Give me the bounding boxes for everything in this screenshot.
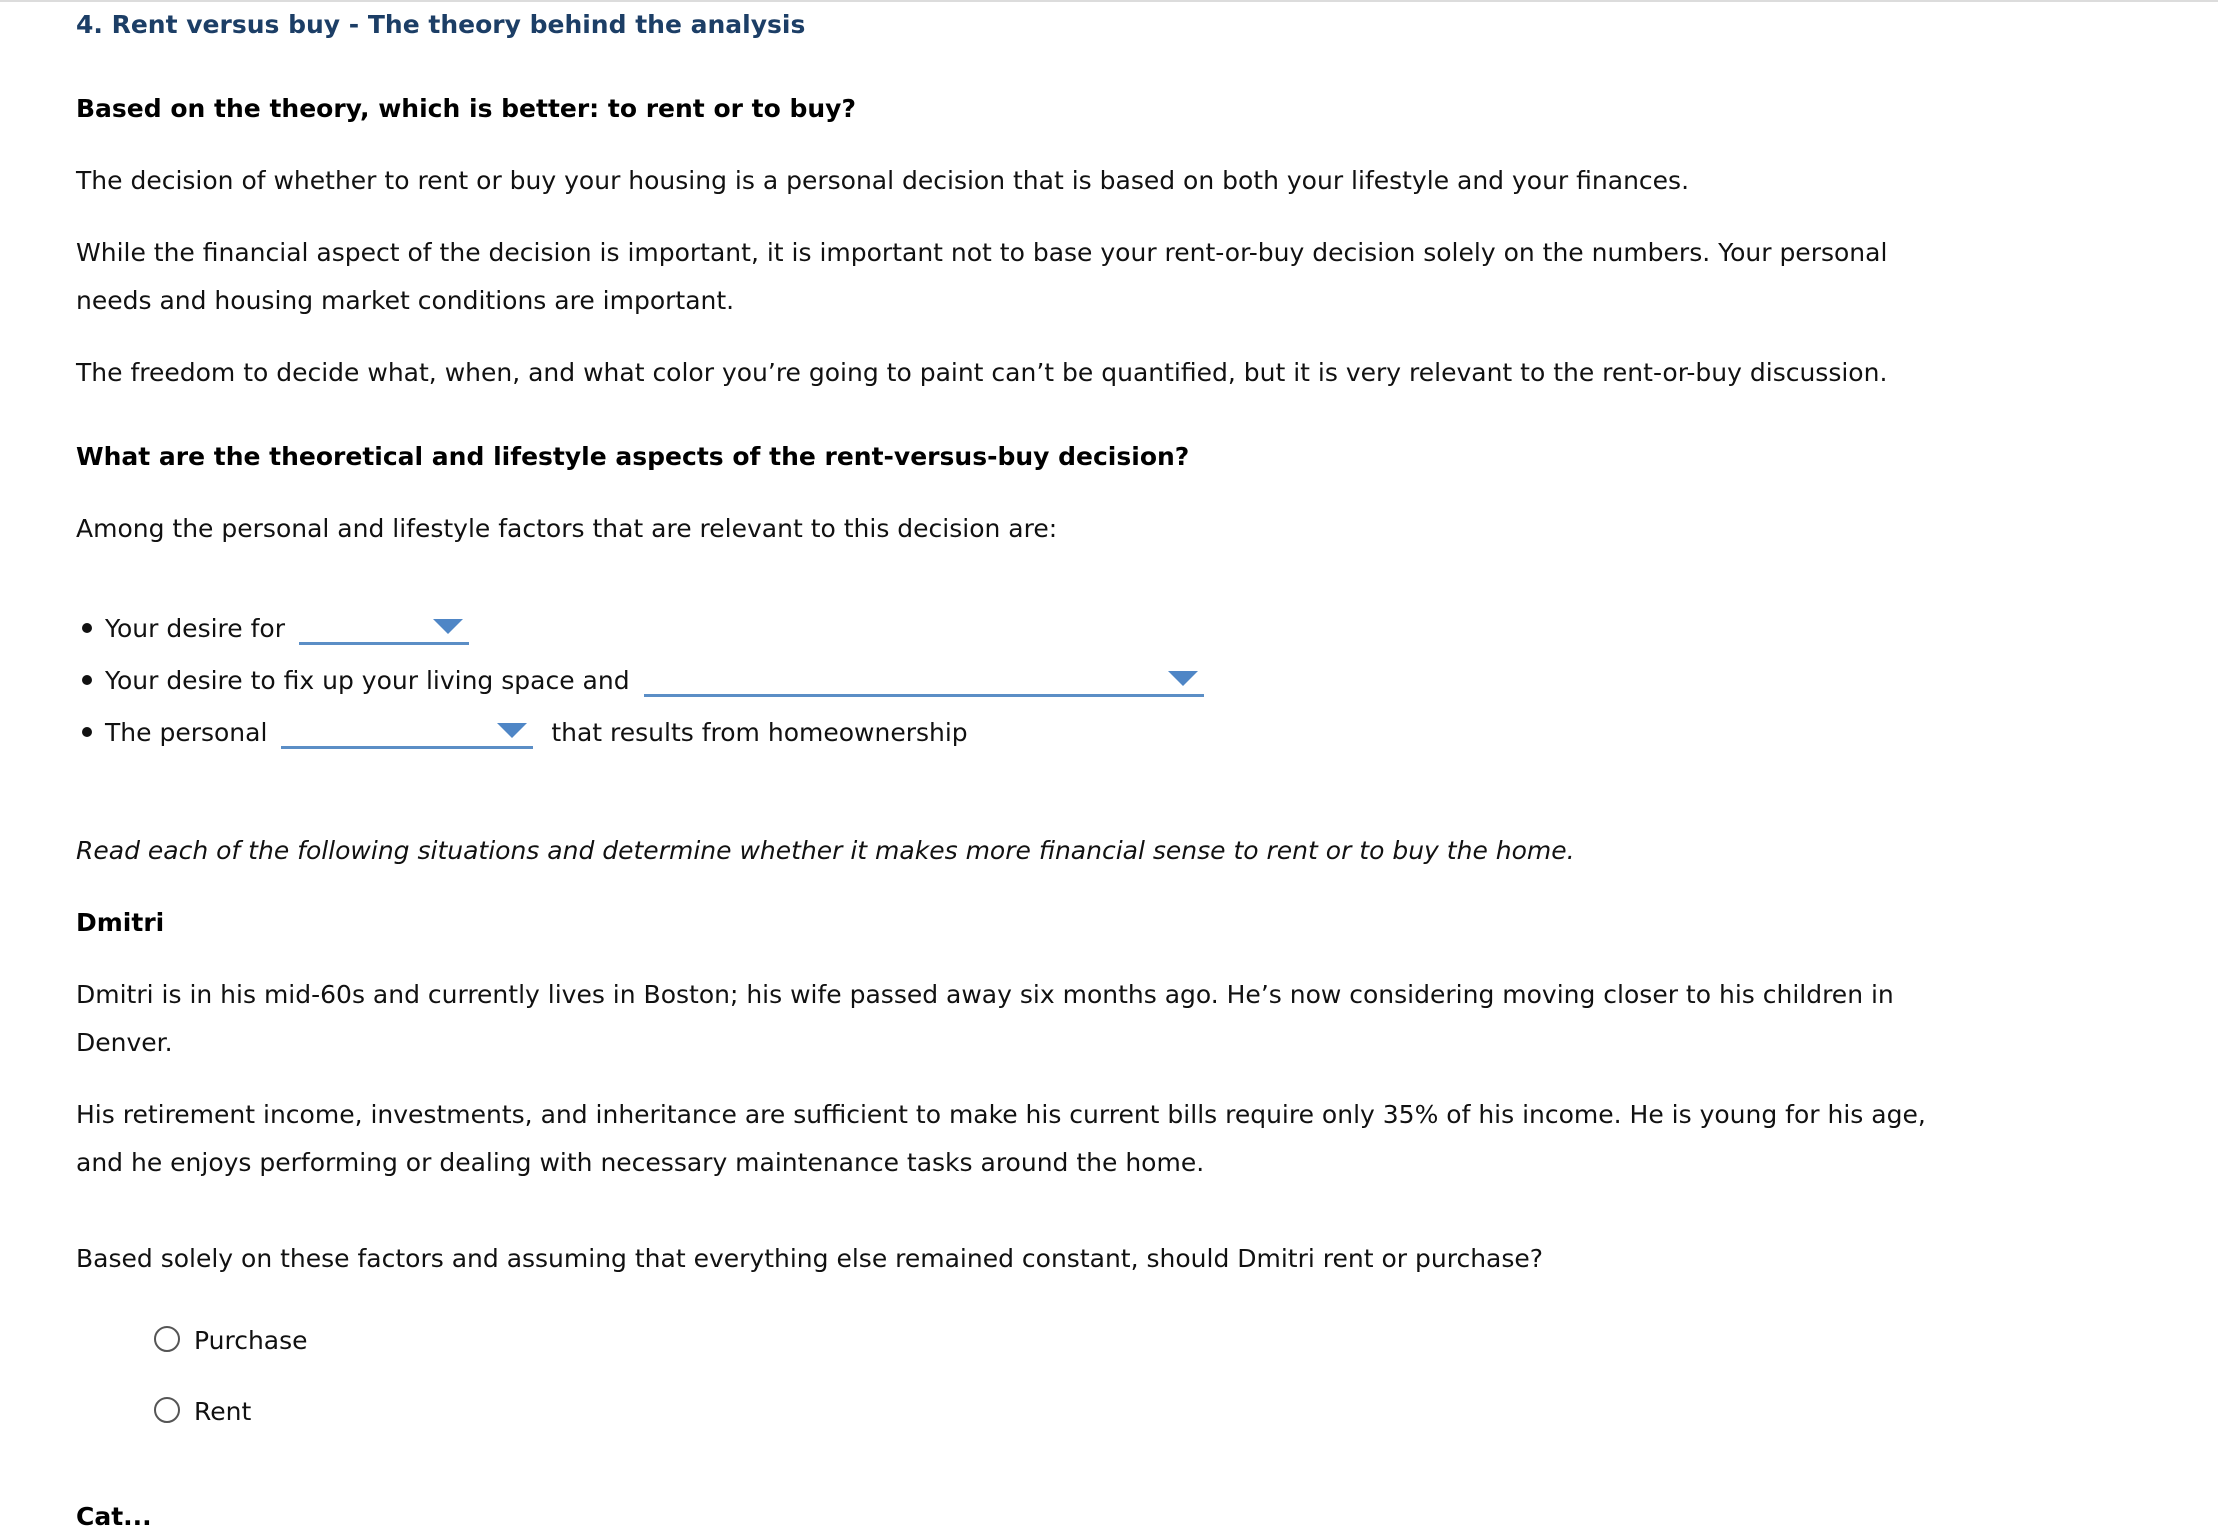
radio-option-rent[interactable] xyxy=(154,1397,251,1426)
bullet-dot xyxy=(82,675,92,685)
radio-circle[interactable] xyxy=(154,1326,180,1352)
chevron-down-icon xyxy=(1168,671,1198,686)
scenario-para1-line2: Denver. xyxy=(76,1028,173,1057)
section1-para1: The decision of whether to rent or buy your housing is a personal decision that is based on both your lifestyle and your finances. xyxy=(76,166,1690,195)
chevron-down-icon xyxy=(497,723,527,738)
section1-para2-line1: While the financial aspect of the decision is important, it is important not to base your rent-or-buy decision solely on the numbers. Your personal xyxy=(76,238,1888,267)
top-divider xyxy=(0,0,2218,2)
bullet-3-prefix: The personal xyxy=(105,718,268,747)
bullet-item-2 xyxy=(76,658,1204,698)
situation-instruction: Read each of the following situations and determine whether it makes more financial sense to rent or to buy the home. xyxy=(76,836,1575,865)
radio-label-rent: Rent xyxy=(194,1397,252,1426)
section2-heading: What are the theoretical and lifestyle aspects of the rent-versus-buy decision? xyxy=(76,442,1190,471)
radio-circle[interactable] xyxy=(154,1397,180,1423)
bullet-3-suffix: that results from homeownership xyxy=(551,718,968,747)
section1-para3: The freedom to decide what, when, and what color you’re going to paint can’t be quantified, but it is very relevant to the rent-or-buy discussion. xyxy=(76,358,1888,387)
bullet-dot xyxy=(82,727,92,737)
bullet-item-3 xyxy=(76,710,968,750)
section1-para2-line2: needs and housing market conditions are important. xyxy=(76,286,735,315)
section2-intro: Among the personal and lifestyle factors that are relevant to this decision are: xyxy=(76,514,1058,543)
radio-label-purchase: Purchase xyxy=(194,1326,308,1355)
section1-heading: Based on the theory, which is better: to rent or to buy? xyxy=(76,94,856,123)
bullet-1-prefix: Your desire for xyxy=(105,614,285,643)
scenario-para2-line2: and he enjoys performing or dealing with necessary maintenance tasks around the home. xyxy=(76,1148,1205,1177)
scenario-para1-line1: Dmitri is in his mid-60s and currently lives in Boston; his wife passed away six months ago. He’s now considering moving closer to his children in xyxy=(76,980,1894,1009)
chevron-down-icon xyxy=(433,619,463,634)
next-scenario-heading-partial: Cat... xyxy=(76,1502,152,1531)
scenario-para2-line1: His retirement income, investments, and inheritance are sufficient to make his current bills require only 35% of his income. He is young for his age, xyxy=(76,1100,1926,1129)
dropdown-desire-for[interactable] xyxy=(299,608,469,645)
dropdown-fix-up-living-space[interactable] xyxy=(644,660,1204,697)
dropdown-personal[interactable] xyxy=(281,712,533,749)
bullet-dot xyxy=(82,623,92,633)
bullet-2-prefix: Your desire to fix up your living space and xyxy=(105,666,630,695)
bullet-item-1 xyxy=(76,606,469,646)
scenario-name: Dmitri xyxy=(76,908,165,937)
scenario-question: Based solely on these factors and assuming that everything else remained constant, should Dmitri rent or purchase? xyxy=(76,1244,1544,1273)
radio-option-purchase[interactable] xyxy=(154,1326,308,1355)
page-title: 4. Rent versus buy - The theory behind the analysis xyxy=(76,10,806,39)
